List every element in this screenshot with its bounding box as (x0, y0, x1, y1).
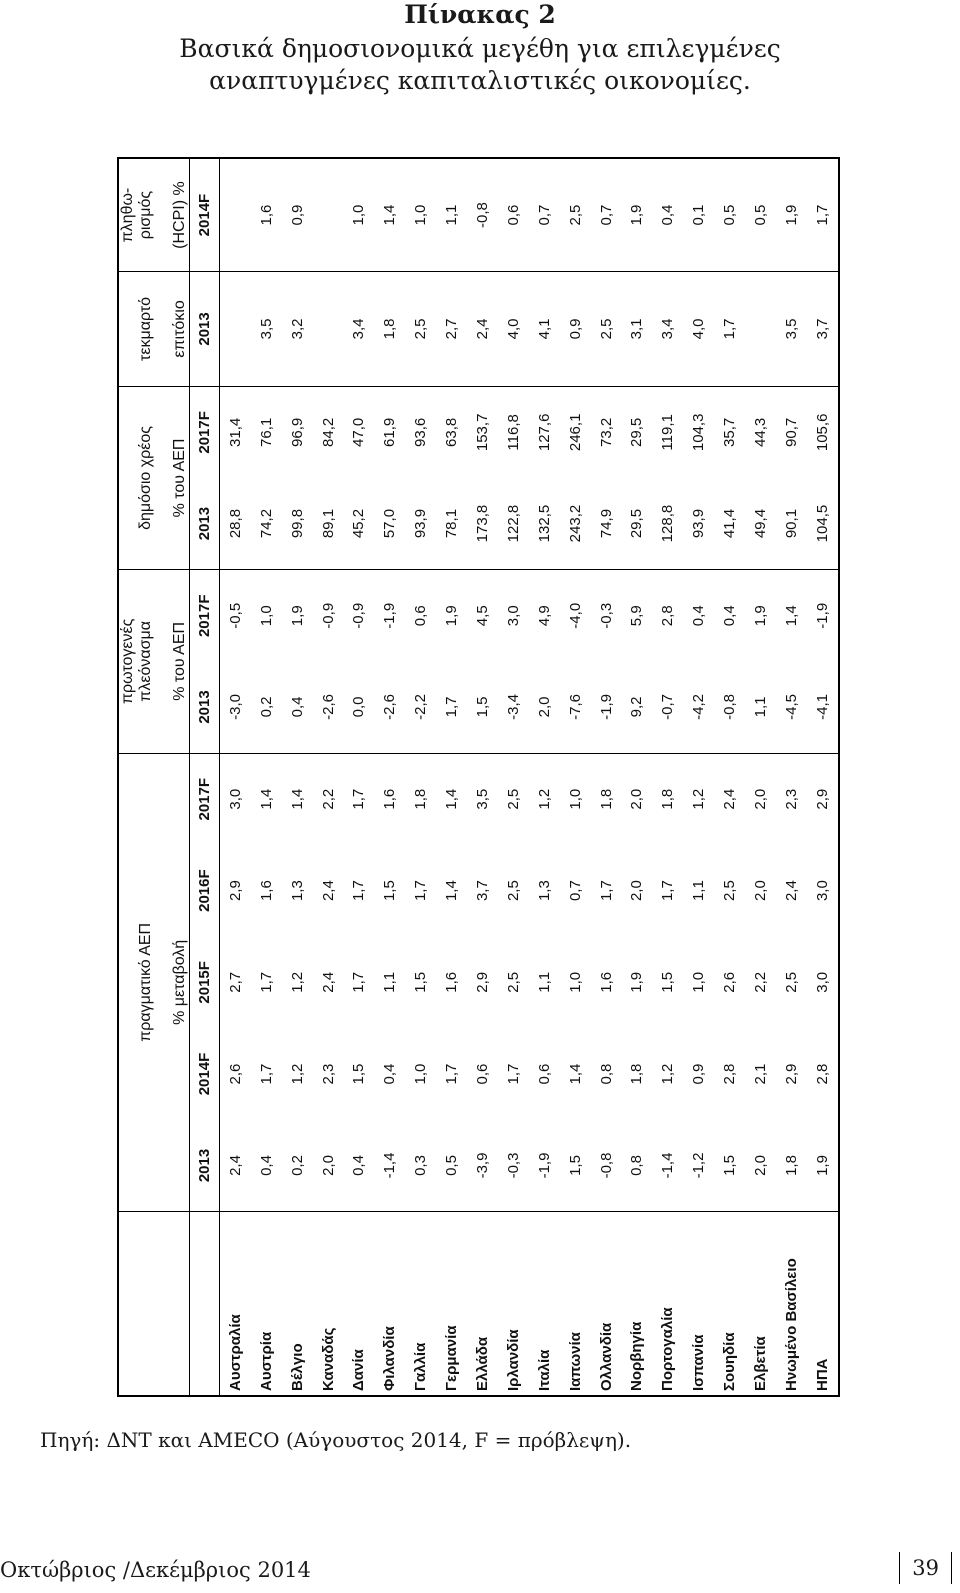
value-cell: 1,1 (436, 159, 467, 272)
value-cell: 1,6 (381, 788, 399, 810)
group-primary-line1-text: πρωτογενές (119, 618, 136, 705)
value-cell: 93,9 (405, 478, 436, 570)
value-cell: 2,4 (721, 788, 739, 810)
value-cell: 2,5 (504, 788, 522, 810)
table-row (374, 159, 405, 1395)
value-cell: 1,8 (776, 1120, 807, 1212)
value-cell: -1,4 (652, 1120, 683, 1212)
value-cell: 76,1 (257, 417, 275, 447)
value-cell: 3,0 (813, 971, 831, 993)
country-cell: Γερμανία (443, 1325, 461, 1391)
value-cell: 1,5 (381, 880, 399, 902)
value-cell: 2,4 (319, 971, 337, 993)
value-cell: 90,1 (776, 478, 807, 570)
year-header-0: 2013 (189, 1120, 219, 1212)
value-cell: 1,7 (807, 159, 838, 272)
value-cell: -7,6 (560, 661, 591, 753)
value-cell: 1,9 (776, 159, 807, 272)
table-row (529, 159, 560, 1395)
value-cell: 61,9 (381, 417, 399, 447)
value-cell: 1,9 (443, 605, 461, 627)
country-cell: Αυστρία (257, 1331, 275, 1391)
value-cell: 2,9 (813, 788, 831, 810)
value-cell: 246,1 (566, 413, 584, 452)
value-cell: 1,7 (412, 880, 430, 902)
year-header-2: 2015F (189, 936, 219, 1028)
table-row (251, 159, 282, 1395)
table-row (807, 159, 838, 1395)
table-row (498, 159, 529, 1395)
value-cell: 44,3 (752, 417, 769, 447)
value-cell: 29,5 (628, 417, 646, 447)
table-row (467, 159, 498, 1395)
value-cell: -0,7 (652, 661, 683, 753)
value-cell: 132,5 (529, 478, 560, 570)
value-cell (745, 272, 776, 387)
year-header-1: 2014F (189, 1028, 219, 1120)
value-cell (313, 272, 344, 387)
value-cell: 2,5 (405, 272, 436, 387)
group-debt-line1: δημόσιο χρέος (119, 386, 155, 569)
value-cell: 1,7 (350, 971, 368, 993)
group-infl-line1 (119, 159, 155, 272)
value-cell: 2,8 (659, 605, 677, 627)
value-cell: 1,2 (288, 971, 306, 993)
table-row (652, 159, 683, 1395)
value-cell: 0,7 (591, 159, 622, 272)
value-cell: 74,9 (591, 478, 622, 570)
value-cell: -2,2 (405, 661, 436, 753)
value-cell: 2,0 (628, 788, 646, 810)
value-cell: 173,8 (467, 478, 498, 570)
group-gdp-line2: % μεταβολή (155, 753, 189, 1212)
value-cell: 0,6 (498, 159, 529, 272)
value-cell: 89,1 (313, 478, 344, 570)
value-cell: 127,6 (535, 413, 553, 452)
value-cell: 2,0 (752, 788, 769, 810)
value-cell: 0,9 (560, 272, 591, 387)
value-cell: 1,9 (807, 1120, 838, 1212)
value-cell: 3,5 (473, 788, 491, 810)
value-cell: 57,0 (374, 478, 405, 570)
value-cell: 2,8 (721, 1063, 739, 1085)
value-cell: 0,4 (343, 1120, 374, 1212)
value-cell: 1,4 (566, 1063, 584, 1085)
value-cell: 78,1 (436, 478, 467, 570)
page-number: 39 (899, 1552, 952, 1584)
value-cell: 2,9 (473, 971, 491, 993)
year-header-6: 2017F (189, 570, 219, 662)
value-cell: 1,0 (566, 971, 584, 993)
value-cell: 2,4 (467, 272, 498, 387)
value-cell: 0,6 (473, 1063, 491, 1085)
table-row (714, 159, 745, 1395)
country-cell: Βέλγιο (288, 1343, 306, 1391)
table-row (776, 159, 807, 1395)
value-cell: 2,5 (721, 880, 739, 902)
value-cell: 2,0 (745, 1120, 776, 1212)
value-cell: 0,4 (721, 605, 739, 627)
value-cell: 0,7 (566, 880, 584, 902)
value-cell: 2,5 (560, 159, 591, 272)
value-cell: 1,4 (782, 605, 800, 627)
value-cell: 243,2 (560, 478, 591, 570)
table-title-line-2: αναπτυγμένες καπιταλιστικές οικονομίες. (209, 66, 751, 95)
value-cell: 3,7 (473, 880, 491, 902)
country-cell: Πορτογαλία (659, 1307, 677, 1391)
value-cell: 1,0 (566, 788, 584, 810)
value-cell: -0,5 (226, 602, 244, 629)
value-cell: 3,1 (622, 272, 653, 387)
value-cell: 1,3 (288, 880, 306, 902)
country-cell: Φιλανδία (381, 1326, 399, 1391)
value-cell: 128,8 (652, 478, 683, 570)
value-cell: 1,1 (745, 661, 776, 753)
value-cell: 0,1 (683, 159, 714, 272)
value-cell: 104,3 (690, 413, 708, 452)
country-cell: Ιταλία (535, 1349, 553, 1391)
value-cell: 3,7 (807, 272, 838, 387)
value-cell: 3,0 (504, 605, 522, 627)
value-cell: 0,7 (529, 159, 560, 272)
country-cell: Γαλλία (412, 1342, 430, 1391)
value-cell: 1,0 (690, 971, 708, 993)
value-cell: -0,9 (350, 602, 368, 629)
value-cell: 0,4 (251, 1120, 282, 1212)
value-cell: 29,5 (622, 478, 653, 570)
group-primary-line3: % του ΑΕΠ (155, 570, 189, 753)
source-note: Πηγή: ΔΝΤ και AMECO (Αύγουστος 2014, F = πρόβλεψη). (40, 1428, 632, 1452)
value-cell: 1,7 (443, 1063, 461, 1085)
value-cell: -3,0 (219, 661, 251, 753)
value-cell: 2,4 (782, 880, 800, 902)
value-cell: 1,6 (597, 971, 615, 993)
value-cell: -1,9 (813, 602, 831, 629)
value-cell: 1,7 (597, 880, 615, 902)
value-cell: 41,4 (714, 478, 745, 570)
table-row (622, 159, 653, 1395)
value-cell: 3,2 (282, 272, 313, 387)
value-cell: 74,2 (251, 478, 282, 570)
rotated-table-container (119, 159, 838, 1395)
value-cell: 1,4 (257, 788, 275, 810)
table-body (219, 159, 838, 1395)
value-cell: 28,8 (219, 478, 251, 570)
group-rate-line1: τεκμαρτό (119, 272, 155, 387)
footer-date: Οκτώβριος /Δεκέμβριος 2014 (0, 1558, 311, 1582)
value-cell: 2,7 (436, 272, 467, 387)
value-cell: 1,9 (622, 159, 653, 272)
value-cell: 99,8 (282, 478, 313, 570)
value-cell: 122,8 (498, 478, 529, 570)
value-cell: 153,7 (473, 413, 491, 452)
country-cell: Σουηδία (721, 1332, 739, 1391)
value-cell: 1,7 (714, 272, 745, 387)
value-cell: 1,3 (535, 880, 553, 902)
year-header-10: 2014F (189, 159, 219, 272)
value-cell: 2,0 (628, 880, 646, 902)
corner-cell-2 (155, 1212, 189, 1395)
group-rate-line2: επιτόκιο (155, 272, 189, 387)
value-cell: 1,7 (436, 661, 467, 753)
value-cell: 1,6 (257, 880, 275, 902)
value-cell: -1,9 (381, 602, 399, 629)
value-cell (313, 159, 344, 272)
value-cell: 1,7 (504, 1063, 522, 1085)
value-cell: 1,0 (343, 159, 374, 272)
value-cell: -4,5 (776, 661, 807, 753)
corner-cell (119, 1212, 155, 1395)
value-cell: 1,4 (288, 788, 306, 810)
country-cell: Νορβηγία (628, 1321, 646, 1391)
value-cell: 116,8 (504, 414, 522, 451)
value-cell: 1,1 (381, 971, 399, 993)
value-cell: 1,8 (628, 1063, 646, 1085)
value-cell: 1,1 (535, 971, 553, 993)
value-cell: 0,8 (622, 1120, 653, 1212)
value-cell: 1,0 (412, 1063, 430, 1085)
value-cell: -3,4 (498, 661, 529, 753)
table-row (282, 159, 313, 1395)
value-cell: 2,5 (504, 880, 522, 902)
value-cell: 2,4 (319, 880, 337, 902)
group-primary-line1 (119, 570, 155, 753)
value-cell: 3,4 (652, 272, 683, 387)
value-cell: -4,2 (683, 661, 714, 753)
value-cell: 1,9 (288, 605, 306, 627)
value-cell: 0,4 (690, 605, 708, 627)
table-row (560, 159, 591, 1395)
table-row (405, 159, 436, 1395)
value-cell: 1,6 (443, 971, 461, 993)
value-cell: 0,5 (714, 159, 745, 272)
table-row (683, 159, 714, 1395)
country-cell: Ιαπωνία (566, 1332, 584, 1391)
value-cell: 1,7 (257, 971, 275, 993)
value-cell: -2,6 (313, 661, 344, 753)
value-cell: 2,6 (721, 971, 739, 993)
value-cell: 2,9 (782, 1063, 800, 1085)
value-cell: 1,7 (659, 880, 677, 902)
value-cell: 0,8 (597, 1063, 615, 1085)
value-cell: 1,7 (350, 880, 368, 902)
value-cell: 1,5 (467, 661, 498, 753)
value-cell: 84,2 (319, 417, 337, 447)
country-cell: Δανία (350, 1349, 368, 1391)
value-cell: 1,5 (659, 971, 677, 993)
year-header-3: 2016F (189, 845, 219, 937)
value-cell: 1,8 (659, 788, 677, 810)
value-cell: 4,5 (473, 605, 491, 627)
value-cell: 1,2 (659, 1063, 677, 1085)
country-cell: Ολλανδία (597, 1322, 615, 1391)
value-cell: 1,5 (350, 1063, 368, 1085)
value-cell: 2,9 (226, 880, 244, 902)
value-cell: 2,0 (313, 1120, 344, 1212)
country-cell: Ελβετία (752, 1336, 769, 1391)
table-row (436, 159, 467, 1395)
value-cell: 2,7 (226, 971, 244, 993)
table-label: Πίνακας 2 (404, 0, 556, 29)
value-cell: -4,1 (807, 661, 838, 753)
value-cell: 1,4 (443, 788, 461, 810)
year-header-5: 2013 (189, 661, 219, 753)
value-cell: 93,9 (683, 478, 714, 570)
value-cell: 96,9 (288, 417, 306, 447)
group-infl-line1-text: πληθω- (119, 187, 136, 243)
value-cell: -1,9 (529, 1120, 560, 1212)
value-cell: 1,2 (690, 788, 708, 810)
value-cell: 0,0 (343, 661, 374, 753)
year-header-8: 2017F (189, 386, 219, 478)
value-cell: -1,4 (374, 1120, 405, 1212)
value-cell: 3,5 (251, 272, 282, 387)
value-cell: 2,5 (504, 971, 522, 993)
country-cell: Ελλάδα (473, 1336, 491, 1391)
value-cell: 0,9 (282, 159, 313, 272)
country-cell: Καναδάς (319, 1327, 337, 1391)
value-cell: 0,4 (381, 1063, 399, 1085)
value-cell: 2,1 (752, 1063, 769, 1085)
group-infl-line2-text: ρισμός (137, 190, 154, 240)
value-cell: 3,0 (226, 788, 244, 810)
year-header-row (189, 159, 219, 1395)
table-row (219, 159, 251, 1395)
value-cell: 93,6 (412, 417, 430, 447)
value-cell: 9,2 (622, 661, 653, 753)
value-cell: 1,7 (257, 1063, 275, 1085)
value-cell: 49,4 (745, 478, 776, 570)
value-cell: 2,2 (319, 788, 337, 810)
group-debt-line2: % του ΑΕΠ (155, 386, 189, 569)
value-cell: 1,4 (374, 159, 405, 272)
group-infl-line3: (HCPI) % (155, 159, 189, 272)
value-cell: 104,5 (807, 478, 838, 570)
value-cell: 0,6 (535, 1063, 553, 1085)
value-cell: 0,4 (282, 661, 313, 753)
value-cell (219, 159, 251, 272)
value-cell: 0,3 (405, 1120, 436, 1212)
value-cell: 31,4 (226, 417, 244, 447)
value-cell: 2,6 (226, 1063, 244, 1085)
value-cell: 2,3 (782, 788, 800, 810)
value-cell: 1,5 (560, 1120, 591, 1212)
table-row (591, 159, 622, 1395)
value-cell: 1,8 (412, 788, 430, 810)
value-cell: 3,5 (776, 272, 807, 387)
group-gdp-line1: πραγματικό ΑΕΠ (119, 753, 155, 1212)
value-cell: 1,9 (752, 605, 769, 627)
value-cell (219, 272, 251, 387)
value-cell: 1,2 (288, 1063, 306, 1085)
table-row (313, 159, 344, 1395)
value-cell: 2,8 (813, 1063, 831, 1085)
value-cell: 90,7 (782, 417, 800, 447)
value-cell: 2,5 (782, 971, 800, 993)
value-cell: 2,5 (591, 272, 622, 387)
value-cell: 5,9 (628, 605, 646, 627)
value-cell: 1,6 (251, 159, 282, 272)
value-cell: 73,2 (597, 417, 615, 447)
value-cell: -4,0 (566, 602, 584, 629)
value-cell: -0,3 (597, 602, 615, 629)
value-cell: -3,9 (467, 1120, 498, 1212)
value-cell: 2,2 (752, 971, 769, 993)
value-cell: 1,0 (405, 159, 436, 272)
value-cell: 4,1 (529, 272, 560, 387)
value-cell: 1,7 (350, 788, 368, 810)
year-header-4: 2017F (189, 753, 219, 845)
value-cell: 1,0 (257, 605, 275, 627)
value-cell: 4,0 (498, 272, 529, 387)
value-cell: -0,8 (467, 159, 498, 272)
group-primary-line2-text: πλεόνασμα (137, 621, 154, 702)
value-cell: 1,2 (535, 788, 553, 810)
value-cell: 3,0 (813, 880, 831, 902)
value-cell: 45,2 (343, 478, 374, 570)
table-row (343, 159, 374, 1395)
value-cell: 1,8 (597, 788, 615, 810)
year-header-7: 2013 (189, 478, 219, 570)
value-cell: 2,0 (529, 661, 560, 753)
value-cell: 0,5 (436, 1120, 467, 1212)
value-cell: 47,0 (350, 417, 368, 447)
value-cell: 3,4 (343, 272, 374, 387)
country-cell: Ισπανία (690, 1334, 708, 1391)
value-cell: 63,8 (443, 417, 461, 447)
value-cell: 35,7 (721, 417, 739, 447)
value-cell: 0,4 (652, 159, 683, 272)
value-cell: 1,8 (374, 272, 405, 387)
country-cell: Αυστραλία (226, 1314, 244, 1391)
corner-cell-3 (189, 1212, 219, 1395)
fiscal-data-table (119, 159, 838, 1395)
country-cell: ΗΠΑ (813, 1358, 831, 1391)
table-title-line-1: Βασικά δημοσιονομικά μεγέθη για επιλεγμένες (179, 34, 781, 63)
value-cell: 105,6 (813, 413, 831, 452)
value-cell: -1,2 (683, 1120, 714, 1212)
value-cell: 0,5 (745, 159, 776, 272)
value-cell: 0,2 (282, 1120, 313, 1212)
value-cell: 2,4 (219, 1120, 251, 1212)
value-cell: 4,0 (683, 272, 714, 387)
value-cell: -2,6 (374, 661, 405, 753)
value-cell: 1,5 (412, 971, 430, 993)
value-cell: 1,4 (443, 880, 461, 902)
country-cell: Ιρλανδία (504, 1329, 522, 1391)
year-header-9: 2013 (189, 272, 219, 387)
value-cell: -1,9 (591, 661, 622, 753)
table-row (745, 159, 776, 1395)
value-cell: 2,0 (752, 880, 769, 902)
value-cell: 1,1 (690, 880, 708, 902)
value-cell: -0,3 (498, 1120, 529, 1212)
value-cell: 1,5 (714, 1120, 745, 1212)
value-cell: 0,2 (251, 661, 282, 753)
country-cell: Ηνωμένο Βασίλειο (782, 1258, 800, 1391)
value-cell: -0,9 (319, 602, 337, 629)
value-cell: -0,8 (714, 661, 745, 753)
value-cell: 2,3 (319, 1063, 337, 1085)
value-cell: 4,9 (535, 605, 553, 627)
value-cell: 119,1 (659, 414, 677, 451)
value-cell: 1,9 (628, 971, 646, 993)
value-cell: -0,8 (591, 1120, 622, 1212)
value-cell: 0,6 (412, 605, 430, 627)
value-cell: 0,9 (690, 1063, 708, 1085)
